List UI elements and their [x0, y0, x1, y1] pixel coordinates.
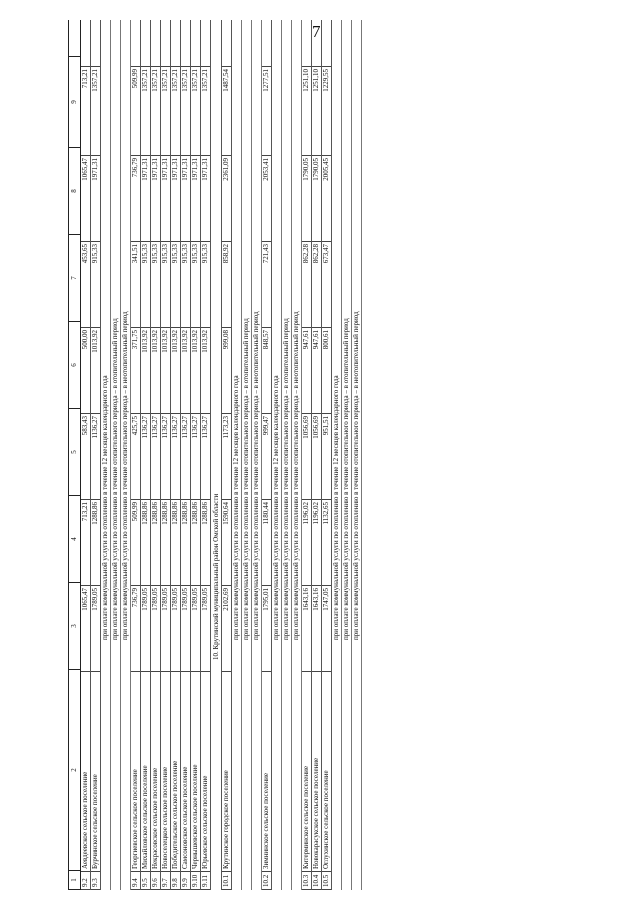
value-cell: 1971,31 — [201, 156, 210, 242]
settlement-name: Победительское сельское поселение — [171, 672, 180, 872]
value-cell: 1971,31 — [191, 156, 200, 242]
value-cell: 915,33 — [151, 242, 160, 328]
settlement-name: Чернышевское сельское поселение — [191, 672, 200, 872]
note-heating-period: при оплате коммунальной услуги по отоплению в течение отопительного периода – в отопительный период — [242, 20, 252, 890]
value-cell: 1132,65 — [322, 500, 331, 586]
value-cell: 1251,10 — [312, 66, 321, 156]
settlement-name: Оглухинское сельское поселение — [322, 672, 331, 872]
row-number: 9.5 — [141, 872, 150, 890]
settlement-name: Георгиевское сельское поселение — [131, 672, 140, 872]
row-number: 10.2 — [262, 872, 271, 890]
page-number: 7 — [312, 22, 321, 41]
value-cell: 951,51 — [322, 414, 331, 500]
value-cell: 2102,69 — [222, 586, 231, 672]
value-cell: 1790,05 — [302, 156, 311, 242]
note-non-heating-period: при оплате коммунальной услуги по отоплению в течение отопительного периода – в неотопительный период — [352, 20, 362, 890]
row-number: 9.11 — [201, 872, 210, 890]
value-cell: 1789,05 — [181, 586, 190, 672]
note-non-heating-period: при оплате коммунальной услуги по отоплению в течение отопительного периода – в неотопительный период — [121, 20, 131, 890]
col-9: 9 — [69, 56, 80, 148]
column-header-row — [68, 20, 81, 890]
row-number: 10.4 — [312, 872, 321, 890]
table-row — [312, 20, 322, 890]
settlement-name: Юрьевское сельское поселение — [201, 672, 210, 872]
value-cell: 1487,54 — [222, 66, 231, 156]
value-cell: 1357,21 — [151, 66, 160, 156]
value-cell: 1288,86 — [151, 500, 160, 586]
value-cell: 915,33 — [171, 242, 180, 328]
table-row — [222, 20, 232, 890]
value-cell: 1789,05 — [141, 586, 150, 672]
value-cell: 2005,45 — [322, 156, 331, 242]
note-winter: при оплате коммунальной услуги по отоплению в течение 12 месяцев календарного года — [332, 20, 342, 890]
value-cell: 1288,86 — [161, 500, 170, 586]
value-cell: 915,33 — [191, 242, 200, 328]
value-cell: 1357,21 — [191, 66, 200, 156]
col-8: 8 — [69, 148, 80, 235]
table-body — [81, 20, 362, 890]
table-row — [91, 20, 101, 890]
value-cell: 1065,47 — [81, 156, 90, 242]
value-cell: 371,75 — [131, 328, 140, 414]
value-cell: 1357,21 — [181, 66, 190, 156]
note-winter: при оплате коммунальной услуги по отоплению в течение 12 месяцев календарного года — [101, 20, 111, 890]
value-cell: 1789,05 — [201, 586, 210, 672]
value-cell: 453,65 — [81, 242, 90, 328]
value-cell: 1136,27 — [161, 414, 170, 500]
value-cell: 713,21 — [81, 500, 90, 586]
value-cell: 425,75 — [131, 414, 140, 500]
note-heating-period: при оплате коммунальной услуги по отоплению в течение отопительного периода – в отопительный период — [111, 20, 121, 890]
col-2: 2 — [69, 670, 80, 871]
value-cell: 1288,86 — [141, 500, 150, 586]
row-number: 10.5 — [322, 872, 331, 890]
value-cell: 1136,27 — [171, 414, 180, 500]
settlement-name: Самсоновское сельское поселение — [181, 672, 190, 872]
value-cell: 1971,31 — [171, 156, 180, 242]
value-cell: 341,51 — [131, 242, 140, 328]
value-cell: 1288,86 — [91, 500, 100, 586]
row-number: 9.2 — [81, 872, 90, 890]
settlement-name: Михайловское сельское поселение — [141, 672, 150, 872]
note-heating-period: при оплате коммунальной услуги по отоплению в течение отопительного периода – в отопительный период — [342, 20, 352, 890]
table-row — [302, 20, 312, 890]
value-cell: 1013,92 — [91, 328, 100, 414]
table-row — [262, 20, 272, 890]
table-row — [181, 20, 191, 890]
value-cell: 1789,05 — [191, 586, 200, 672]
value-cell: 848,57 — [262, 328, 271, 414]
value-cell: 509,99 — [131, 66, 140, 156]
value-cell: 1136,27 — [201, 414, 210, 500]
value-cell: 1288,86 — [181, 500, 190, 586]
table-row — [81, 20, 91, 890]
row-number: 9.7 — [161, 872, 170, 890]
value-cell: 500,00 — [81, 328, 90, 414]
table-row — [322, 20, 332, 890]
rotated-table-container — [68, 20, 640, 890]
table-row — [171, 20, 181, 890]
value-cell: 1357,21 — [201, 66, 210, 156]
note-non-heating-period: при оплате коммунальной услуги по отоплению в течение отопительного периода – в неотопительный период — [292, 20, 302, 890]
value-cell: 1013,92 — [171, 328, 180, 414]
value-cell: 1971,31 — [151, 156, 160, 242]
value-cell: 1013,92 — [181, 328, 190, 414]
value-cell: 2361,09 — [222, 156, 231, 242]
table-row — [141, 20, 151, 890]
value-cell: 1643,16 — [312, 586, 321, 672]
tariff-table — [68, 20, 640, 890]
settlement-name: Китерминское сельское поселение — [302, 672, 311, 872]
value-cell: 673,47 — [322, 242, 331, 328]
table-row — [161, 20, 171, 890]
value-cell: 1065,47 — [81, 586, 90, 672]
value-cell: 1789,05 — [171, 586, 180, 672]
value-cell: 862,28 — [312, 242, 321, 328]
table-row — [201, 20, 211, 890]
value-cell: 862,28 — [302, 242, 311, 328]
value-cell: 1136,27 — [181, 414, 190, 500]
value-cell: 999,47 — [262, 414, 271, 500]
value-cell: 1357,21 — [161, 66, 170, 156]
value-cell: 1789,05 — [151, 586, 160, 672]
row-number: 9.9 — [181, 872, 190, 890]
row-number: 9.6 — [151, 872, 160, 890]
value-cell: 915,33 — [181, 242, 190, 328]
value-cell: 1288,86 — [171, 500, 180, 586]
value-cell: 1288,86 — [201, 500, 210, 586]
col-5: 5 — [69, 409, 80, 496]
table-row — [191, 20, 201, 890]
col-6: 6 — [69, 322, 80, 409]
value-cell: 858,92 — [222, 242, 231, 328]
value-cell: 1795,01 — [262, 586, 271, 672]
note-winter: при оплате коммунальной услуги по отоплению в течение 12 месяцев календарного года — [272, 20, 282, 890]
value-cell: 1590,64 — [222, 500, 231, 586]
value-cell: 1357,21 — [171, 66, 180, 156]
value-cell: 1277,51 — [262, 66, 271, 156]
settlement-name: Новоселецкое сельское поселение — [161, 672, 170, 872]
value-cell: 1180,44 — [262, 500, 271, 586]
value-cell: 1136,27 — [151, 414, 160, 500]
section-heading: 10. Крутинский муниципальный район Омской области — [211, 20, 222, 890]
value-cell: 1173,23 — [222, 414, 231, 500]
value-cell: 1251,10 — [302, 66, 311, 156]
value-cell: 1013,92 — [201, 328, 210, 414]
settlement-name: Некрасовское сельское поселение — [151, 672, 160, 872]
value-cell: 999,08 — [222, 328, 231, 414]
row-number: 9.3 — [91, 872, 100, 890]
value-cell: 915,33 — [201, 242, 210, 328]
col-7: 7 — [69, 235, 80, 322]
value-cell: 1013,92 — [191, 328, 200, 414]
row-number: 9.8 — [171, 872, 180, 890]
value-cell: 1196,02 — [302, 500, 311, 586]
settlement-name: Аевдеевское сельское поселение — [81, 672, 90, 872]
table-row — [151, 20, 161, 890]
value-cell: 1136,27 — [91, 414, 100, 500]
value-cell: 1747,05 — [322, 586, 331, 672]
value-cell: 947,61 — [312, 328, 321, 414]
value-cell: 1971,31 — [141, 156, 150, 242]
value-cell: 583,43 — [81, 414, 90, 500]
value-cell: 800,61 — [322, 328, 331, 414]
settlement-name: Крутинское городское поселение — [222, 672, 231, 872]
value-cell: 1056,69 — [312, 414, 321, 500]
row-number: 10.3 — [302, 872, 311, 890]
settlement-name: Бурчинское сельское поселение — [91, 672, 100, 872]
value-cell: 1643,16 — [302, 586, 311, 672]
value-cell: 2053,41 — [262, 156, 271, 242]
value-cell: 1357,21 — [141, 66, 150, 156]
note-heating-period: при оплате коммунальной услуги по отоплению в течение отопительного периода – в отопительный период — [282, 20, 292, 890]
value-cell: 1136,27 — [191, 414, 200, 500]
value-cell: 1971,31 — [91, 156, 100, 242]
note-non-heating-period: при оплате коммунальной услуги по отоплению в течение отопительного периода – в неотопительный период — [252, 20, 262, 890]
row-number: 9.4 — [131, 872, 140, 890]
settlement-name: Зимнинское сельское поселение — [262, 672, 271, 872]
value-cell: 915,33 — [141, 242, 150, 328]
value-cell: 1013,92 — [161, 328, 170, 414]
value-cell: 721,43 — [262, 242, 271, 328]
value-cell: 1790,05 — [312, 156, 321, 242]
value-cell: 713,21 — [81, 66, 90, 156]
value-cell: 915,33 — [91, 242, 100, 328]
value-cell: 1357,21 — [91, 66, 100, 156]
table-row — [131, 20, 141, 890]
value-cell: 1013,92 — [151, 328, 160, 414]
value-cell: 1971,31 — [181, 156, 190, 242]
value-cell: 736,79 — [131, 156, 140, 242]
value-cell: 736,79 — [131, 586, 140, 672]
value-cell: 915,33 — [161, 242, 170, 328]
value-cell: 947,61 — [302, 328, 311, 414]
value-cell: 1056,69 — [302, 414, 311, 500]
note-winter: при оплате коммунальной услуги по отоплению в течение 12 месяцев календарного года — [232, 20, 242, 890]
value-cell: 1013,92 — [141, 328, 150, 414]
value-cell: 1971,31 — [161, 156, 170, 242]
row-number: 9.10 — [191, 872, 200, 890]
value-cell: 509,99 — [131, 500, 140, 586]
value-cell: 1229,55 — [322, 66, 331, 156]
value-cell: 1789,05 — [161, 586, 170, 672]
value-cell: 1288,86 — [191, 500, 200, 586]
value-cell: 1789,05 — [91, 586, 100, 672]
col-4: 4 — [69, 496, 80, 583]
settlement-name: Новокарасукское сельское поселение — [312, 672, 321, 872]
value-cell: 1196,02 — [312, 500, 321, 586]
value-cell: 1136,27 — [141, 414, 150, 500]
col-1: 1 — [69, 871, 80, 890]
col-3: 3 — [69, 583, 80, 670]
row-number: 10.1 — [222, 872, 231, 890]
